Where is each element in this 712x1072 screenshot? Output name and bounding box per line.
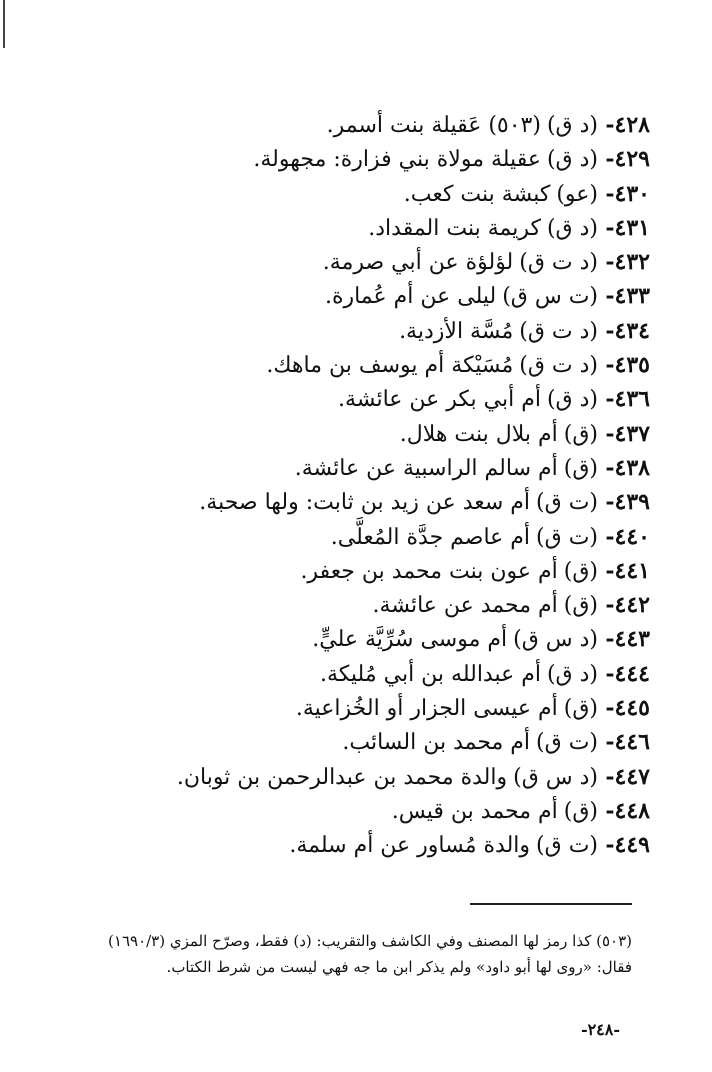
entry-symbols: (د ت ق) xyxy=(519,318,598,344)
entry-text: أم محمد بن قيس. xyxy=(391,798,558,824)
entry-number: ٤٣٥- xyxy=(605,352,650,379)
entry-symbols: (ت ق) xyxy=(536,524,598,550)
entry-text: أم محمد عن عائشة. xyxy=(372,593,558,619)
footnote xyxy=(62,928,632,980)
entry-number: ٤٢٨- xyxy=(605,112,650,138)
entry-number: ٤٢٩- xyxy=(605,146,650,173)
entry-number: ٤٣٨- xyxy=(605,454,650,481)
entry-symbols: (د ق) xyxy=(546,387,598,413)
entry-symbols: (ق) xyxy=(563,455,598,481)
entry-number: ٤٤٥- xyxy=(605,695,650,722)
entry-row xyxy=(50,760,650,794)
entry-row xyxy=(50,828,650,862)
entry-number: ٤٤٣- xyxy=(605,626,650,653)
entry-number: ٤٤٩- xyxy=(605,832,650,859)
entry-symbols: (د س ق) xyxy=(513,764,598,790)
entry-text: كبشة بنت كعب. xyxy=(403,181,551,207)
entry-symbols: (ت ق) xyxy=(536,730,598,756)
entry-number: ٤٣٢- xyxy=(605,249,650,276)
entry-number: ٤٣٣- xyxy=(605,283,650,310)
entry-text: أم موسى سُرِّيَّة عليٍّ. xyxy=(312,627,508,653)
entry-symbols: (ت ق) xyxy=(536,490,598,516)
entry-symbols: (ق) xyxy=(563,593,598,619)
entry-text: أم محمد بن السائب. xyxy=(342,730,531,756)
entry-symbols: (د ق) xyxy=(546,147,598,173)
entry-row xyxy=(50,108,650,142)
entry-row xyxy=(50,725,650,759)
entry-number: ٤٤٧- xyxy=(605,763,650,790)
entry-symbols: (عو) xyxy=(556,181,598,207)
entry-row xyxy=(50,314,650,348)
footnote-line-2: فقال: «روى لها أبو داود» ولم يذكر ابن ما جه فهي ليست من شرط الكتاب. xyxy=(166,958,632,976)
entry-text: لؤلؤة عن أبي صرمة. xyxy=(322,250,514,276)
entry-text: أم سعد عن زيد بن ثابت: ولها صحبة. xyxy=(199,490,531,516)
entry-number: ٤٤١- xyxy=(605,557,650,584)
page-number: -٢٤٨- xyxy=(580,1020,620,1039)
entry-symbols: (ق) xyxy=(563,558,598,584)
entry-text: والدة مُساور عن أم سلمة. xyxy=(289,833,531,859)
entry-text: أم عيسى الجزار أو الخُزاعية. xyxy=(295,696,558,722)
entry-number: ٤٤٠- xyxy=(605,523,650,550)
entry-text: والدة محمد بن عبدالرحمن بن ثوبان. xyxy=(176,764,508,790)
entry-number: ٤٣٧- xyxy=(605,420,650,447)
entry-symbols: (ق) xyxy=(563,421,598,447)
entry-row xyxy=(50,485,650,519)
entry-text: ليلى عن أم عُمارة. xyxy=(324,284,497,310)
entry-number: ٤٤٦- xyxy=(605,729,650,756)
page-edge-line xyxy=(3,0,5,48)
entry-symbols: (د ق) xyxy=(546,113,598,138)
entry-text: أم عون بنت محمد بن جعفر. xyxy=(300,558,558,584)
entry-symbols: (د ق) xyxy=(546,215,598,241)
entry-text: أم عاصم جدَّة المُعلَّى. xyxy=(330,524,531,550)
entry-text: مُسَيْكة أم يوسف بن ماهك. xyxy=(266,353,514,379)
entry-row xyxy=(50,691,650,725)
entry-row xyxy=(50,417,650,451)
entry-number: ٤٤٨- xyxy=(605,797,650,824)
entry-number: ٤٤٤- xyxy=(605,660,650,687)
entry-row xyxy=(50,382,650,416)
entry-row xyxy=(50,588,650,622)
entry-symbols: (ق) xyxy=(563,798,598,824)
entry-number: ٤٣٦- xyxy=(605,386,650,413)
entry-symbols: (ق) xyxy=(563,696,598,722)
entry-row xyxy=(50,142,650,176)
entry-row xyxy=(50,520,650,554)
entry-text: أم عبدالله بن أبي مُليكة. xyxy=(319,661,541,687)
entry-symbols: (د ت ق) xyxy=(519,250,598,276)
entry-row xyxy=(50,554,650,588)
footnote-line-1: (٥٠٣) كذا رمز لها المصنف وفي الكاشف والتقريب: (د) فقط، وصرّح المزي (١٦٩٠/٣) xyxy=(108,932,632,950)
entry-symbols: (د ت ق) xyxy=(519,353,598,379)
footnote-divider xyxy=(470,903,632,905)
entry-row xyxy=(50,177,650,211)
entry-number: ٤٣١- xyxy=(605,214,650,241)
entry-text: أم بلال بنت هلال. xyxy=(399,421,558,447)
entry-text: أم سالم الراسبية عن عائشة. xyxy=(294,455,558,481)
entry-text: عقيلة مولاة بني فزارة: مجهولة. xyxy=(253,147,541,173)
entry-row xyxy=(50,622,650,656)
entry-text: كريمة بنت المقداد. xyxy=(368,215,541,241)
entry-number: ٤٣٤- xyxy=(605,317,650,344)
entry-number: ٤٤٢- xyxy=(605,592,650,619)
entry-symbols: (ت ق) xyxy=(536,833,598,859)
entry-text: مُسَّة الأزدية. xyxy=(399,318,514,344)
entry-symbols: (ت س ق) xyxy=(502,284,598,310)
entry-text: (٥٠٣) عَقيلة بنت أسمر. xyxy=(326,113,541,138)
entry-symbols: (د ق) xyxy=(546,661,598,687)
entry-row xyxy=(50,348,650,382)
entry-row xyxy=(50,657,650,691)
entry-number: ٤٣٩- xyxy=(605,489,650,516)
entry-row xyxy=(50,451,650,485)
entry-row xyxy=(50,794,650,828)
entry-number: ٤٣٠- xyxy=(605,180,650,207)
entry-row xyxy=(50,279,650,313)
entry-symbols: (د س ق) xyxy=(513,627,598,653)
entry-row xyxy=(50,245,650,279)
entry-list xyxy=(50,108,650,863)
entry-row xyxy=(50,211,650,245)
entry-text: أم أبي بكر عن عائشة. xyxy=(338,387,541,413)
